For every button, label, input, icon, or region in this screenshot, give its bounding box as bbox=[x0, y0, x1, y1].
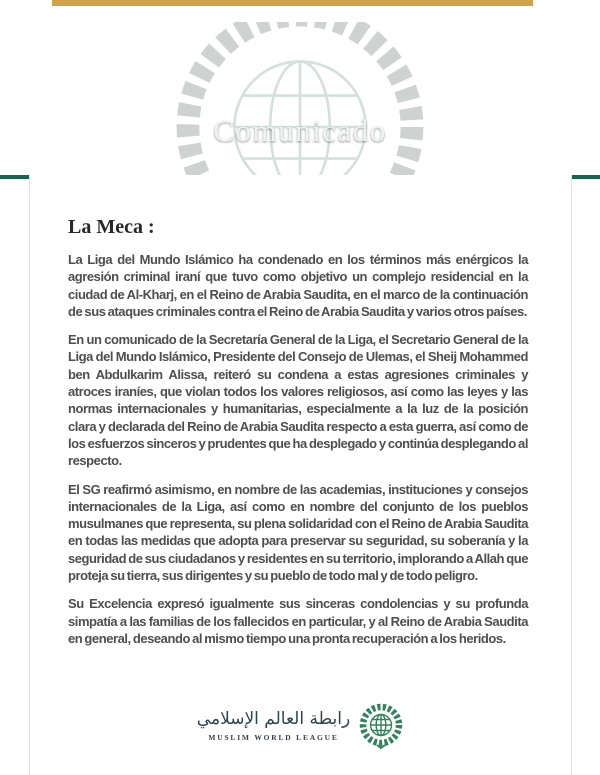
body-paragraph: En un comunicado de la Secretaría General de la Liga, el Secretario General de la Liga del Mundo Islámico, Presidente del Consejo de Ulemas, el Sheij Mohammed ben Abdulkarim Alissa, reiteró su condena a estas agresiones criminales y atroces iraníes, que violan todos los valores religiosos, así como las leyes y las normas internacionales y humanitarias, especialmente a la luz de la posición clara y declarada del Reino de Arabia Saudita respecto a esta guerra, así como de los esfuerzos sinceros y prudentes que ha desplegado y continúa desplegando al respecto. bbox=[68, 332, 528, 469]
footer-logo bbox=[0, 701, 600, 749]
arabic-wordmark: رابطة العالم الإسلامي bbox=[196, 709, 351, 729]
body-paragraph: La Liga del Mundo Islámico ha condenado en los términos más enérgicos la agresión criminal iraní que tuvo como objetivo un complejo residencial en la ciudad de Al-Kharj, en el Reino de Arabia Saudita, en el marco de la continuación de sus ataques criminales contra el Reino de Arabia Saudita y varios otros países. bbox=[68, 252, 528, 319]
logo-wordmarks bbox=[197, 708, 350, 742]
body-paragraph: Su Excelencia expresó igualmente sus sinceras condolencias y su profunda simpatía a las familias de los fallecidos en particular, y al Reino de Arabia Saudita en general, deseando al mismo tiempo una pronta recuperación a los heridos. bbox=[68, 596, 528, 646]
globe-wreath-emblem-icon bbox=[359, 701, 403, 749]
page-title: Comunicado bbox=[213, 113, 387, 148]
gold-accent-bar bbox=[52, 0, 533, 6]
mwl-emblem-watermark-icon bbox=[130, 22, 470, 179]
body-paragraph: El SG reafirmó asimismo, en nombre de las academias, instituciones y consejos internacionales de la Liga, así como en nombre del conjunto de los pueblos musulmanes que representa, su plena solidaridad con el Reino de Arabia Saudita en todas las medidas que adopta para preservar su seguridad, su soberanía y la seguridad de sus ciudadanos y residentes en su territorio, implorando a Allah que proteja su tierra, sus dirigentes y su pueblo de todo mal y de todo peligro. bbox=[68, 481, 528, 584]
document-text-block bbox=[68, 215, 528, 658]
location-heading: La Meca : bbox=[68, 216, 155, 238]
header-banner bbox=[0, 0, 600, 179]
org-wordmark: MUSLIM WORLD LEAGUE bbox=[208, 733, 339, 742]
